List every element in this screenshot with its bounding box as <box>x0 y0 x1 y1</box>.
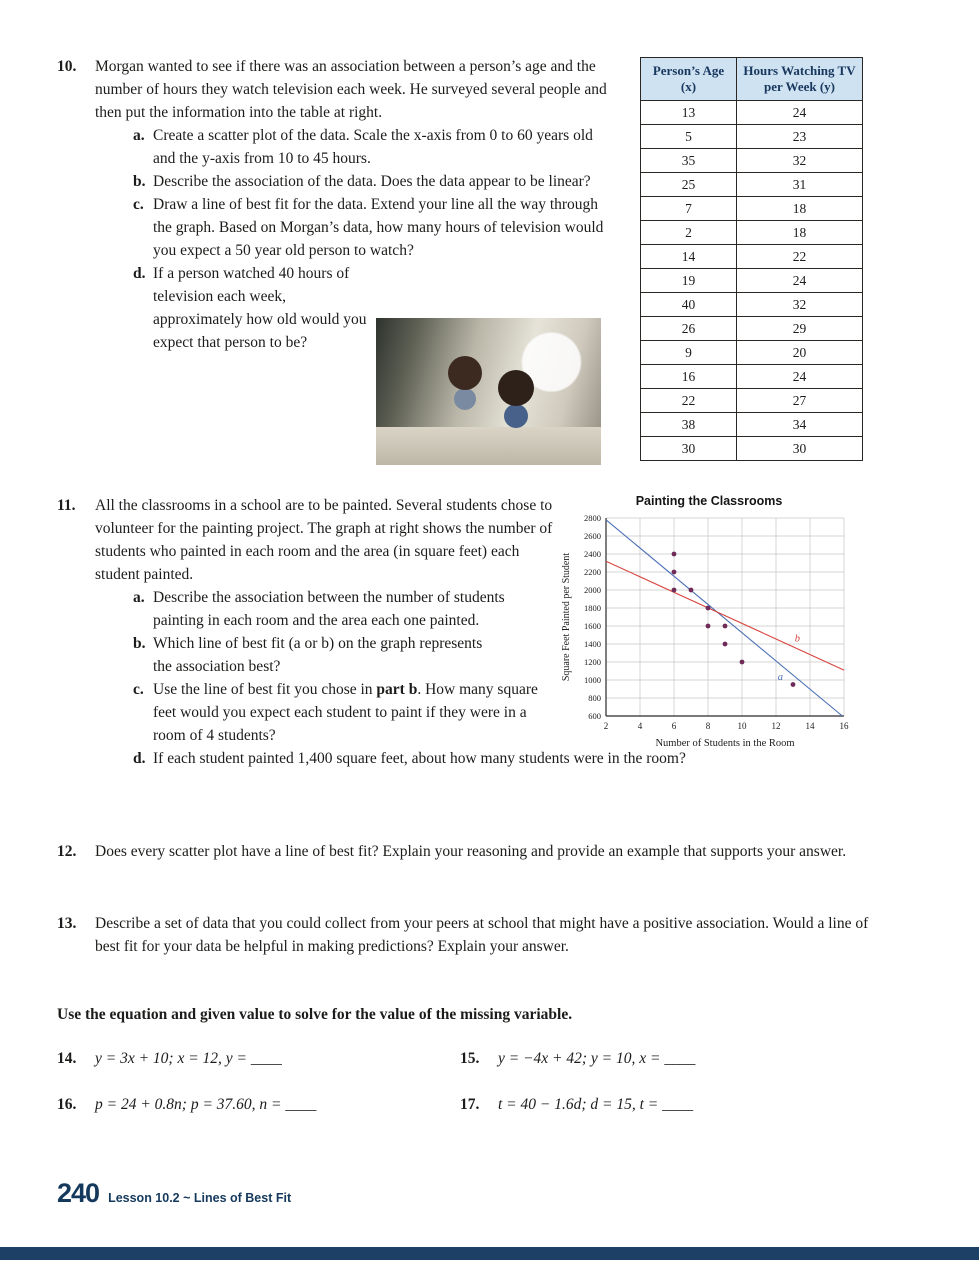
footer-bar <box>0 1247 979 1260</box>
table-cell: 32 <box>737 293 863 317</box>
table-row <box>641 197 863 221</box>
table-cell: 16 <box>641 365 737 389</box>
item-label: a. <box>133 589 145 606</box>
table-cell: 24 <box>737 269 863 293</box>
y-axis-title: Square Feet Painted per Student <box>561 552 572 682</box>
equation-17 <box>460 1096 693 1114</box>
svg-text:10: 10 <box>737 721 747 731</box>
table-row <box>641 341 863 365</box>
data-point <box>740 660 745 665</box>
svg-text:12: 12 <box>771 721 781 731</box>
item-text: Which line of best fit (a or b) on the graph represents the association best? <box>153 635 483 675</box>
svg-text:14: 14 <box>805 721 815 731</box>
chart-title: Painting the Classrooms <box>635 494 783 508</box>
photo-child-1 <box>448 356 482 390</box>
problem-12 <box>57 840 907 863</box>
svg-text:1400: 1400 <box>584 639 601 649</box>
table-cell: 13 <box>641 101 737 125</box>
table-row <box>641 269 863 293</box>
table-cell: 19 <box>641 269 737 293</box>
item-text: Describe the association of the data. Does the data appear to be linear? <box>153 173 591 190</box>
item-text: If each student painted 1,400 square feet, about how many students were in the room? <box>153 750 686 767</box>
page-number: 240 <box>57 1178 100 1208</box>
list-item <box>133 747 686 770</box>
data-point <box>791 682 796 687</box>
fit-line-label-a: a <box>777 672 783 683</box>
section-instruction: Use the equation and given value to solve for the value of the missing variable. <box>57 1006 573 1023</box>
item-text: If a person watched 40 hours of television each week, approximately how old would you expect that person to be? <box>153 265 367 351</box>
equation-16 <box>57 1096 316 1114</box>
svg-text:2400: 2400 <box>584 549 601 559</box>
data-point <box>706 606 711 611</box>
item-text-bold: part b <box>376 681 418 698</box>
list-item <box>133 678 555 747</box>
grid-lines <box>606 518 844 716</box>
table-row <box>641 149 863 173</box>
problem-intro: Morgan wanted to see if there was an association between a person’s age and the number of hours they watch television each week. He surveyed several people and then put the information into the table at right. <box>95 58 607 121</box>
table-row <box>641 221 863 245</box>
data-point <box>672 570 677 575</box>
table-cell: 25 <box>641 173 737 197</box>
fit-line-a <box>606 520 842 716</box>
table-cell: 5 <box>641 125 737 149</box>
list-item <box>133 586 555 632</box>
problem-number: 11. <box>57 497 76 514</box>
svg-text:2: 2 <box>603 721 609 731</box>
table-cell: 22 <box>737 245 863 269</box>
table-cell: 30 <box>737 437 863 461</box>
fit-line-b <box>606 561 844 670</box>
table-row <box>641 293 863 317</box>
table-cell: 35 <box>641 149 737 173</box>
table-row <box>641 413 863 437</box>
table-cell: 29 <box>737 317 863 341</box>
table-cell: 9 <box>641 341 737 365</box>
problem-number: 17. <box>460 1096 480 1113</box>
photo-child-2 <box>498 370 534 406</box>
svg-text:2200: 2200 <box>584 567 601 577</box>
item-label: d. <box>133 265 146 282</box>
svg-text:2800: 2800 <box>584 513 601 523</box>
problem-number: 15. <box>460 1050 480 1067</box>
table-cell: 27 <box>737 389 863 413</box>
svg-text:2000: 2000 <box>584 585 601 595</box>
problem-text: Does every scatter plot have a line of best fit? Explain your reasoning and provide an example that supports your answer. <box>95 843 847 860</box>
svg-text:1600: 1600 <box>584 621 601 631</box>
problem-number: 13. <box>57 915 77 932</box>
item-text <box>153 678 555 747</box>
svg-text:16: 16 <box>839 721 849 731</box>
equation-text: y = 3x + 10; x = 12, y = ____ <box>95 1050 282 1067</box>
table-row <box>641 173 863 197</box>
item-label: b. <box>133 173 146 190</box>
scatter-plot-svg <box>558 510 860 756</box>
table-cell: 40 <box>641 293 737 317</box>
equation-15 <box>460 1050 695 1068</box>
table-row <box>641 365 863 389</box>
data-point <box>723 642 728 647</box>
data-point <box>672 552 677 557</box>
problem-number: 10. <box>57 58 77 75</box>
svg-text:8: 8 <box>705 721 711 731</box>
table-cell: 18 <box>737 221 863 245</box>
equation-text: y = −4x + 42; y = 10, x = ____ <box>498 1050 696 1067</box>
age-tv-data-table <box>640 57 863 461</box>
photo-floor <box>376 427 601 465</box>
equation-text: p = 24 + 0.8n; p = 37.60, n = ____ <box>95 1096 317 1113</box>
table-cell: 31 <box>737 173 863 197</box>
table-cell: 7 <box>641 197 737 221</box>
table-cell: 24 <box>737 365 863 389</box>
svg-text:1800: 1800 <box>584 603 601 613</box>
data-point <box>672 588 677 593</box>
table-cell: 32 <box>737 149 863 173</box>
list-item <box>133 170 619 193</box>
table-row <box>641 389 863 413</box>
problem-number: 16. <box>57 1096 77 1113</box>
table-header-cell: Person’s Age (x) <box>641 58 737 101</box>
svg-text:800: 800 <box>588 693 601 703</box>
data-point <box>706 624 711 629</box>
table-cell: 30 <box>641 437 737 461</box>
table-row <box>641 101 863 125</box>
table-cell: 34 <box>737 413 863 437</box>
item-label: c. <box>133 681 144 698</box>
table-cell: 2 <box>641 221 737 245</box>
table-cell: 24 <box>737 101 863 125</box>
list-item <box>133 124 619 170</box>
table-cell: 38 <box>641 413 737 437</box>
problem-number: 14. <box>57 1050 77 1067</box>
axes <box>606 518 844 716</box>
page-footer <box>57 1178 291 1209</box>
data-point <box>723 624 728 629</box>
svg-text:4: 4 <box>637 721 643 731</box>
svg-text:1000: 1000 <box>584 675 601 685</box>
item-text: Create a scatter plot of the data. Scale the x-axis from 0 to 60 years old and the y-axis from 10 to 45 hours. <box>153 127 593 167</box>
item-label: a. <box>133 127 145 144</box>
svg-text:2600: 2600 <box>584 531 601 541</box>
fit-line-label-b: b <box>794 633 800 645</box>
data-point <box>689 588 694 593</box>
photo-children-watching-tv <box>376 318 601 465</box>
item-text-pre: Use the line of best fit you chose in <box>153 681 377 698</box>
problem-text: Describe a set of data that you could collect from your peers at school that might have a positive association. Would a line of best fit for your data be helpful in making predictions? Explain your answer. <box>95 915 869 955</box>
scatter-chart <box>558 494 860 756</box>
table-cell: 14 <box>641 245 737 269</box>
problem-intro: All the classrooms in a school are to be painted. Several students chose to volunteer for the painting project. The graph at right shows the number of students who painted in each room and the area (in square feet) each student painted. <box>95 497 553 583</box>
table-cell: 23 <box>737 125 863 149</box>
problem-10 <box>57 55 619 354</box>
table-row <box>641 125 863 149</box>
item-text: Draw a line of best fit for the data. Extend your line all the way through the graph. Based on Morgan’s data, how many hours of television would you expect a 50 year old person to watch? <box>153 196 604 259</box>
problem-number: 12. <box>57 843 77 860</box>
table-header-cell: Hours Watching TV per Week (y) <box>737 58 863 101</box>
list-item <box>133 632 555 678</box>
item-label: b. <box>133 635 146 652</box>
item-text: Describe the association between the number of students painting in each room and the area each one painted. <box>153 589 505 629</box>
item-text-post: . How many square feet would you expect each student to paint if they were in a room of 4 students? <box>153 681 538 744</box>
svg-text:600: 600 <box>588 711 601 721</box>
table-row <box>641 317 863 341</box>
problem-13 <box>57 912 907 958</box>
table-cell: 20 <box>737 341 863 365</box>
svg-text:1200: 1200 <box>584 657 601 667</box>
table-row <box>641 437 863 461</box>
list-item <box>133 193 619 262</box>
equation-text: t = 40 − 1.6d; d = 15, t = ____ <box>498 1096 694 1113</box>
fit-lines <box>606 520 844 716</box>
table-cell: 26 <box>641 317 737 341</box>
svg-text:6: 6 <box>671 721 677 731</box>
table-header-row <box>641 58 863 101</box>
equation-14 <box>57 1050 282 1068</box>
x-axis-title: Number of Students in the Room <box>655 738 795 749</box>
table-row <box>641 245 863 269</box>
table-cell: 18 <box>737 197 863 221</box>
table-cell: 22 <box>641 389 737 413</box>
item-label: d. <box>133 750 146 767</box>
item-label: c. <box>133 196 144 213</box>
lesson-title: Lesson 10.2 ~ Lines of Best Fit <box>108 1191 292 1205</box>
